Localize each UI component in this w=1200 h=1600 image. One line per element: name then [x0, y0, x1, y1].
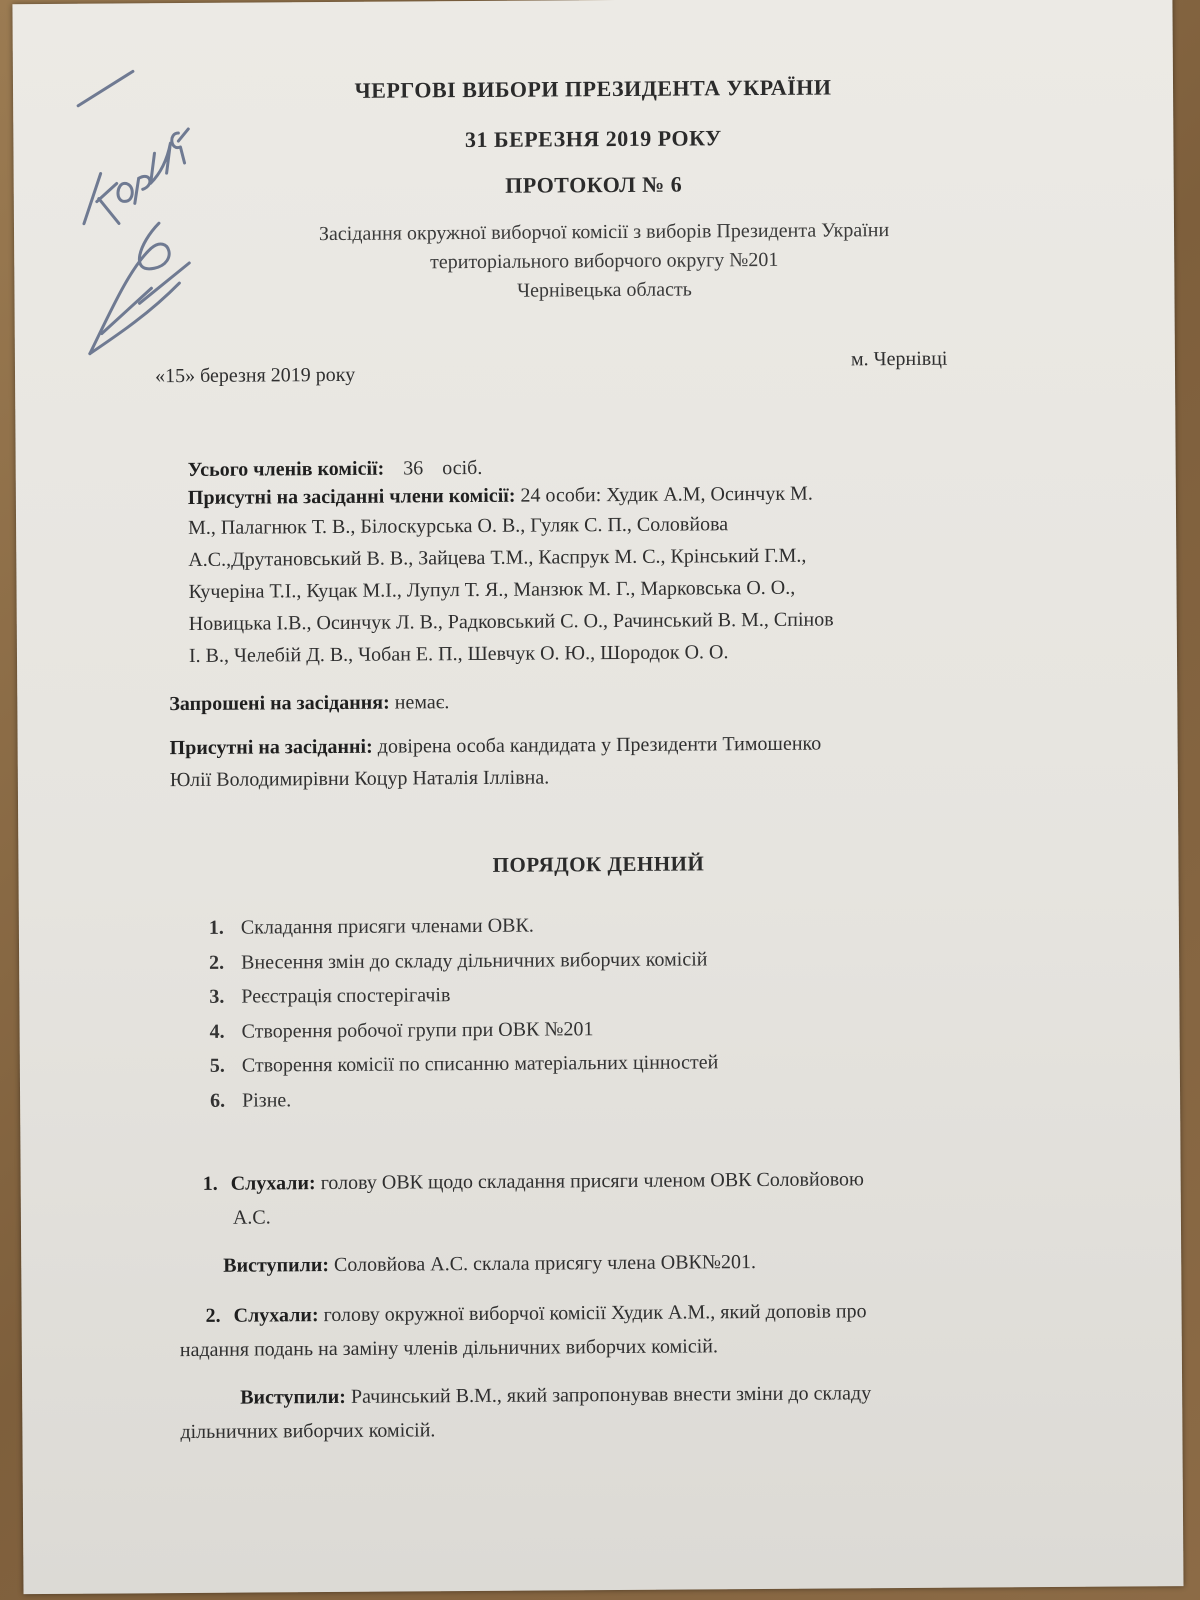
present-others-label: Присутні на засіданні:	[169, 735, 373, 760]
present-members-line-5: Новицька І.В., Осинчук Л. В., Радковський С. О., Рачинський В. М., Спінов	[188, 608, 834, 635]
item2-spoke: Виступили: Рачинський В.М., який запропонував внести зміни до складу	[240, 1382, 872, 1409]
meeting-city: м. Чернівці	[850, 347, 948, 371]
meeting-date: «15» березня 2019 року	[154, 363, 356, 388]
present-members-line-6: І. В., Челебій Д. В., Чобан Е. П., Шевчук О. Ю., Шородок О. О.	[188, 641, 729, 667]
present-members-label: Присутні на засіданні члени комісії:	[187, 484, 516, 509]
item1-spoke: Виступили: Соловйова А.С. склала присягу члена ОВК№201.	[223, 1251, 756, 1277]
total-members-unit: осіб.	[442, 456, 483, 480]
agenda-item: 2. Внесення змін до складу дільничних виборчих комісій	[209, 947, 708, 974]
present-members-line-2: М., Палагнюк Т. В., Білоскурська О. В., Гуляк С. П., Соловйова	[188, 513, 729, 539]
district-name: територіального виборчого округу №201	[430, 248, 779, 274]
agenda-item: 5. Створення комісії по списанню матеріальних цінностей	[209, 1051, 719, 1077]
agenda-list	[209, 907, 719, 1118]
present-others-line-2: Юлії Володимирівни Коцур Наталія Іллівна.	[169, 766, 550, 792]
item1-heard: 1. Слухали: голову ОВК щодо складання присяги членом ОВК Соловйовою	[202, 1168, 864, 1195]
commission-name: Засідання окружної виборчої комісії з виборів Президента України	[318, 219, 890, 246]
item2-heard: 2. Слухали: голову окружної виборчої комісії Худик А.М., який доповів про	[205, 1300, 867, 1327]
present-others-line-1: Присутні на засіданні: довірена особа кандидата у Президенти Тимошенко	[169, 732, 822, 760]
invited-value: немає.	[394, 691, 450, 714]
item2-spoke-cont: дільничних виборчих комісій.	[180, 1419, 436, 1444]
region-name: Чернівецька область	[516, 278, 692, 302]
document-page	[12, 0, 1183, 1594]
item2-heard-cont: надання подань на заміну членів дільничних виборчих комісій.	[179, 1335, 719, 1362]
present-members-line-1: Присутні на засіданні члени комісії: 24 особи: Худик А.М, Осинчук М.	[187, 482, 813, 509]
total-members-label: Усього членів комісії:	[187, 457, 385, 481]
agenda-item: 3. Реєстрація спостерігачів	[209, 984, 451, 1008]
invited-label: Запрошені на засідання:	[169, 691, 390, 716]
total-members	[188, 457, 483, 482]
present-members-line-4: Кучеріна Т.І., Куцак М.І., Лупул Т. Я., Манзюк М. Г., Марковська О. О.,	[188, 576, 796, 603]
total-members-value: 36	[403, 457, 424, 480]
agenda-item: 4. Створення робочої групи при ОВК №201	[209, 1017, 594, 1043]
present-members-line-3: А.С.,Друтановський В. В., Зайцева Т.М., Каспрук М. С., Крінський Г.М.,	[188, 544, 807, 571]
agenda-heading: ПОРЯДОК ДЕННИЙ	[492, 851, 705, 877]
invited-line	[169, 691, 449, 716]
protocol-number: ПРОТОКОЛ № 6	[505, 171, 683, 198]
agenda-item: 6. Різне.	[210, 1088, 292, 1112]
agenda-item: 1. Складання присяги членами ОВК.	[208, 914, 534, 939]
item1-heard-cont: А.С.	[232, 1206, 271, 1229]
election-date: 31 БЕРЕЗНЯ 2019 РОКУ	[464, 125, 722, 153]
election-title: ЧЕРГОВІ ВИБОРИ ПРЕЗИДЕНТА УКРАЇНИ	[354, 74, 832, 103]
